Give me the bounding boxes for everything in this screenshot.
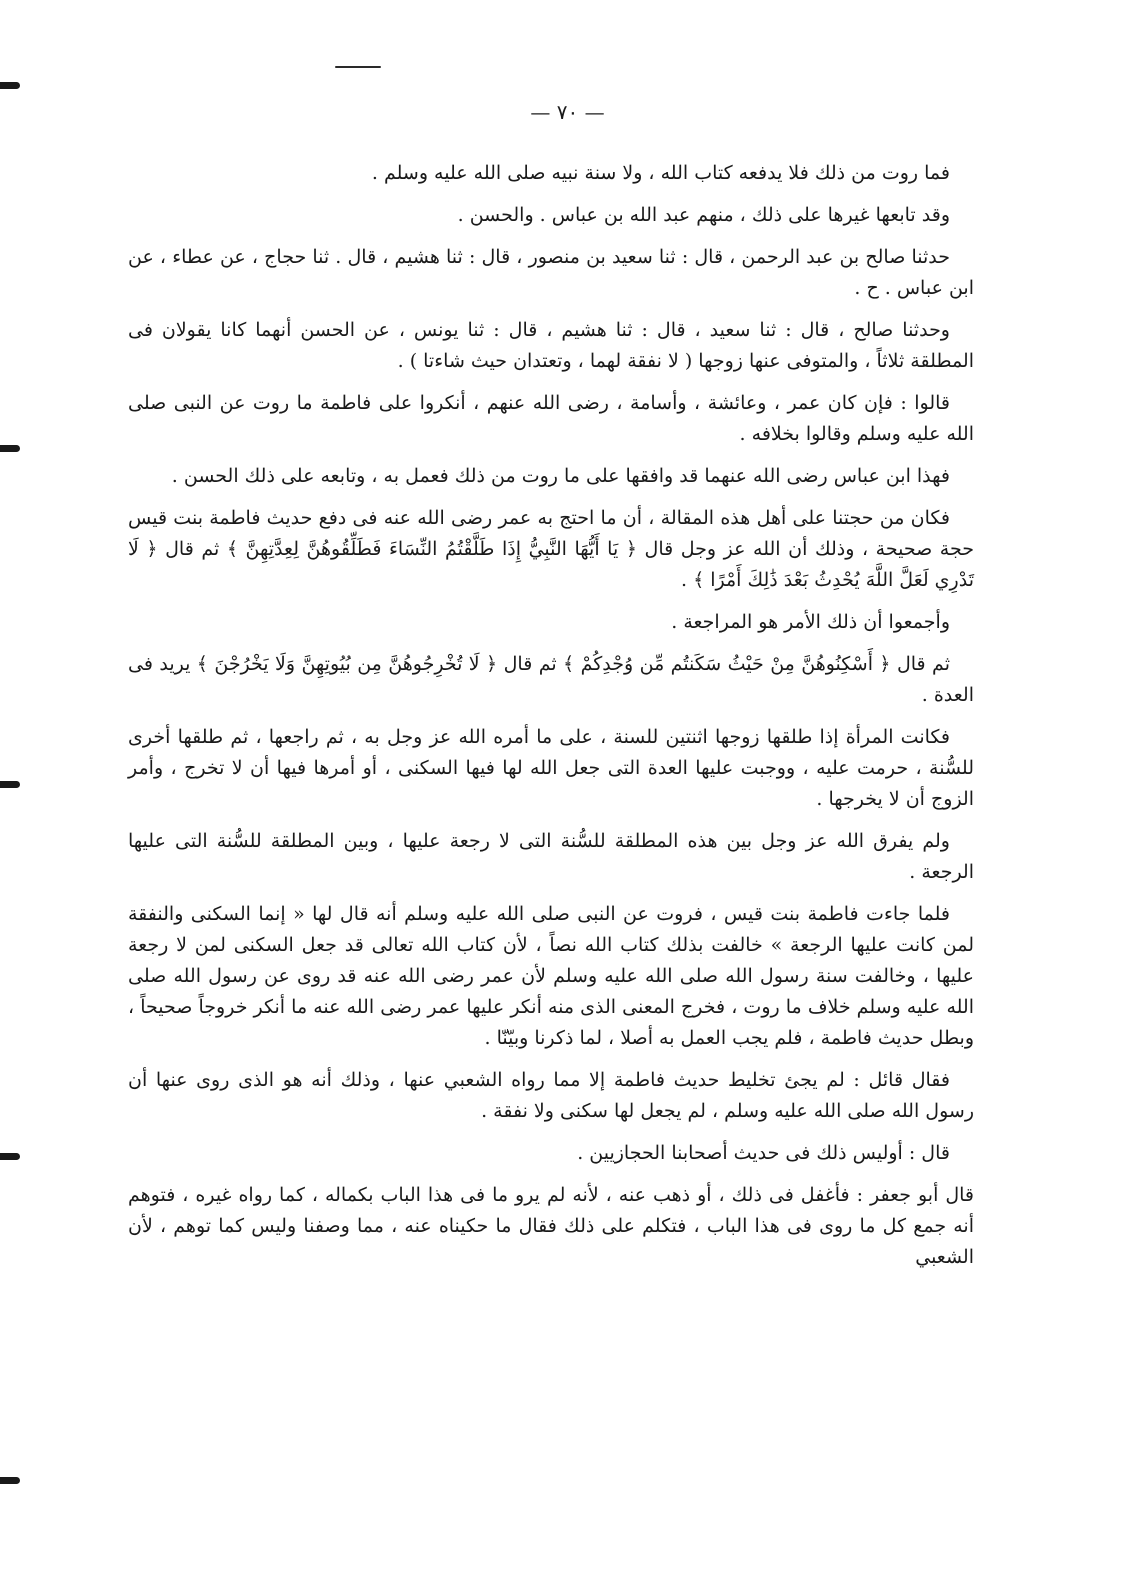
- paragraph: ثم قال ﴿ أَسْكِنُوهُنَّ مِنْ حَيْثُ سَكَنتُم مِّن وُجْدِكُمْ ﴾ ثم قال ﴿ لَا تُخْرِجُوهُنَّ مِن بُيُوتِهِنَّ وَلَا يَخْرُجْنَ ﴾ يريد فى العدة .: [128, 653, 974, 706]
- paragraph: فكانت المرأة إذا طلقها زوجها اثنتين للسنة ، على ما أمره الله عز وجل به ، ثم راجعها ، ثم طلقها أخرى للسُّنة ، حرمت عليه ، ووجبت عليها العدة التى جعل الله لها فيها السكنى ، أو أمرها فيها أن لا تخرج ، وأمر الزوج أن لا يخرجها .: [128, 726, 974, 810]
- scan-margin-mark: [0, 1153, 20, 1160]
- page-number: — ٧٠ —: [530, 100, 605, 124]
- paragraph: فهذا ابن عباس رضى الله عنهما قد وافقها على ما روت من ذلك فعمل به ، وتابعه على ذلك الحسن .: [171, 465, 950, 487]
- scan-margin-mark: [0, 82, 20, 89]
- paragraph: قالوا : فإن كان عمر ، وعائشة ، وأسامة ، رضى الله عنهم ، أنكروا على فاطمة ما روت عن النبى صلى الله عليه وسلم وقالوا بخلافه .: [128, 392, 974, 445]
- scan-margin-mark: [0, 1477, 20, 1484]
- header-rule: [335, 66, 381, 68]
- paragraph: قال : أوليس ذلك فى حديث أصحابنا الحجازيين .: [577, 1142, 950, 1164]
- paragraph: وقد تابعها غيرها على ذلك ، منهم عبد الله بن عباس . والحسن .: [457, 204, 950, 226]
- paragraph: وحدثنا صالح ، قال : ثنا سعيد ، قال : ثنا هشيم ، قال : ثنا يونس ، عن الحسن أنهما كانا يقولان فى المطلقة ثلاثاً ، والمتوفى عنها زوجها ( لا نفقة لهما ، وتعتدان حيث شاءتا ) .: [128, 319, 974, 372]
- paragraph: فقال قائل : لم يجئ تخليط حديث فاطمة إلا مما رواه الشعبي عنها ، وذلك أنه هو الذى روى عنها أن رسول الله صلى الله عليه وسلم ، لم يجعل لها سكنى ولا نفقة .: [128, 1069, 974, 1122]
- scan-margin-mark: [0, 445, 20, 452]
- paragraph: فما روت من ذلك فلا يدفعه كتاب الله ، ولا سنة نبيه صلى الله عليه وسلم .: [371, 162, 950, 184]
- text-body: [128, 158, 974, 1284]
- scan-margin-mark: [0, 781, 20, 788]
- paragraph: فلما جاءت فاطمة بنت قيس ، فروت عن النبى صلى الله عليه وسلم أنه قال لها « إنما السكنى والنفقة لمن كانت عليها الرجعة » خالفت بذلك كتاب الله نصاً ، لأن كتاب الله تعالى قد جعل السكنى لمن لا رجعة عليها ، وخالفت سنة رسول الله صلى الله عليه وسلم لأن عمر رضى الله عنه قد روى عن رسول الله صلى الله عليه وسلم خلاف ما روت ، فخرج المعنى الذى منه أنكر عليها عمر رضى الله عنه ما أنكر خروجاً صحيحاً ، وبطل حديث فاطمة ، فلم يجب العمل به أصلا ، لما ذكرنا وبيّنّا .: [128, 903, 974, 1049]
- paragraph: وأجمعوا أن ذلك الأمر هو المراجعة .: [671, 611, 950, 633]
- paragraph: حدثنا صالح بن عبد الرحمن ، قال : ثنا سعيد بن منصور ، قال : ثنا هشيم ، قال . ثنا حجاج ، عن عطاء ، عن ابن عباس . ح .: [128, 246, 974, 299]
- paragraph: ولم يفرق الله عز وجل بين هذه المطلقة للسُّنة التى لا رجعة عليها ، وبين المطلقة للسُّنة التى عليها الرجعة .: [128, 830, 974, 883]
- paragraph: قال أبو جعفر : فأغفل فى ذلك ، أو ذهب عنه ، لأنه لم يرو ما فى هذا الباب بكماله ، كما رواه غيره ، فتوهم أنه جمع كل ما روى فى هذا الباب ، فتكلم على ذلك فقال ما حكيناه عنه ، مما وصفنا وليس كما توهم ، لأن الشعبي: [128, 1184, 974, 1268]
- paragraph: فكان من حجتنا على أهل هذه المقالة ، أن ما احتج به عمر رضى الله عنه فى دفع حديث فاطمة بنت قيس حجة صحيحة ، وذلك أن الله عز وجل قال ﴿ يَا أَيُّهَا النَّبِيُّ إِذَا طَلَّقْتُمُ النِّسَاءَ فَطَلِّقُوهُنَّ لِعِدَّتِهِنَّ ﴾ ثم قال ﴿ لَا تَدْرِي لَعَلَّ اللَّهَ يُحْدِثُ بَعْدَ ذَٰلِكَ أَمْرًا ﴾ .: [128, 507, 974, 591]
